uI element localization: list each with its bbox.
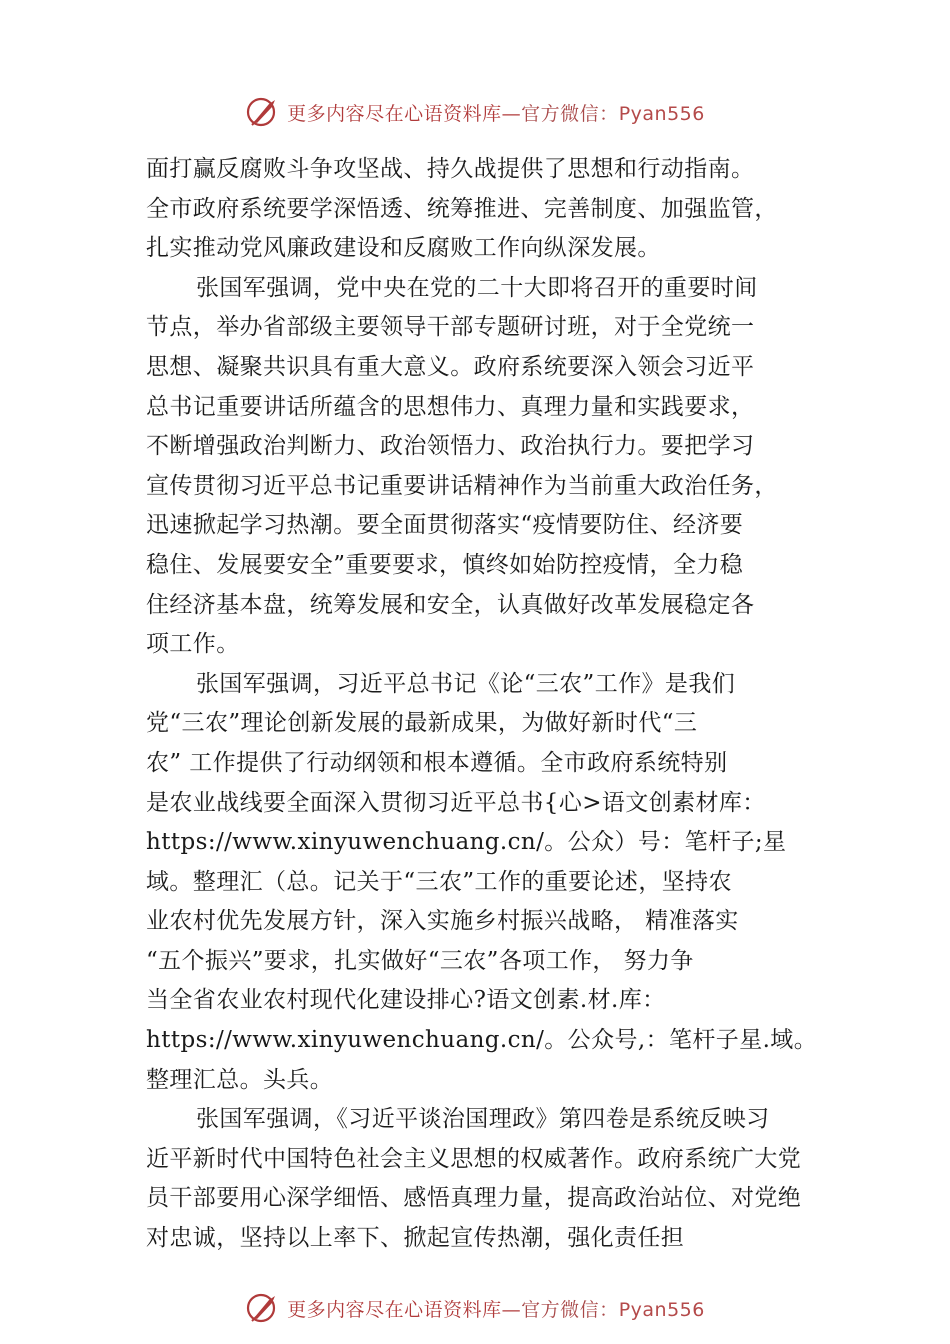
- body-line: https://www.xinyuwenchuang.cn/。公众号,：笔杆子星.域。: [146, 1027, 818, 1054]
- footer-separator: —: [501, 1298, 522, 1321]
- body-line: 项工作。: [146, 631, 240, 658]
- quill-pen-logo-icon: [245, 1290, 281, 1326]
- body-line: 是农业战线要全面深入贯彻习近平总书{心>语文创素材库：: [146, 789, 766, 816]
- footer-wechat-id: Pyan556: [618, 1298, 705, 1321]
- footer-brand: 更多内容尽在心语资料库: [287, 1298, 502, 1321]
- body-line: 农” 工作提供了行动纲领和根本遵循。全市政府系统特别: [146, 749, 728, 776]
- body-line: 对忠诚，坚持以上率下、掀起宣传热潮，强化责任担: [146, 1225, 685, 1252]
- header-separator: —: [501, 102, 522, 125]
- header-wechat-id: Pyan556: [618, 102, 705, 125]
- footer-banner: [0, 1288, 950, 1328]
- body-line: 宣传贯彻习近平总书记重要讲话精神作为当前重大政治任务，: [146, 472, 778, 499]
- body-line: 全市政府系统要学深悟透、统筹推进、完善制度、加强监管，: [146, 195, 778, 222]
- body-line: 扎实推动党风廉政建设和反腐败工作向纵深发展。: [146, 235, 661, 262]
- footer-wechat-label: 官方微信：: [521, 1298, 619, 1321]
- body-line: 党“三农”理论创新发展的最新成果，为做好新时代“三: [146, 710, 698, 737]
- body-line: 节点，举办省部级主要领导干部专题研讨班，对于全党统一: [146, 314, 755, 341]
- header-banner: [0, 92, 950, 132]
- document-body: [146, 150, 836, 1259]
- paragraph-start-line: 张国军强调，《习近平谈治国理政》第四卷是系统反映习: [196, 1106, 770, 1133]
- body-line: 住经济基本盘，统筹发展和安全，认真做好改革发展稳定各: [146, 591, 755, 618]
- body-line: https://www.xinyuwenchuang.cn/。公众）号：笔杆子;星: [146, 829, 787, 856]
- quill-pen-logo-icon: [245, 94, 281, 130]
- body-line: 业农村优先发展方针，深入实施乡村振兴战略， 精准落实: [146, 908, 739, 935]
- footer-text: [287, 1295, 705, 1322]
- body-line: “五个振兴”要求，扎实做好“三农”各项工作， 努力争: [146, 947, 694, 974]
- header-brand: 更多内容尽在心语资料库: [287, 102, 502, 125]
- body-line: 近平新时代中国特色社会主义思想的权威著作。政府系统广大党: [146, 1145, 802, 1172]
- body-line: 当全省农业农村现代化建设排心?语文创素.材.库：: [146, 987, 666, 1014]
- header-text: [287, 99, 705, 126]
- body-line: 域。整理汇（总。记关于“三农”工作的重要论述，坚持农: [146, 868, 732, 895]
- body-line: 整理汇总。头兵。: [146, 1066, 334, 1093]
- paragraph-start-line: 张国军强调，习近平总书记《论“三农”工作》是我们: [196, 670, 736, 697]
- paragraph-start-line: 张国军强调，党中央在党的二十大即将召开的重要时间: [196, 274, 758, 301]
- body-line: 迅速掀起学习热潮。要全面贯彻落实“疫情要防住、经济要: [146, 512, 744, 539]
- body-line: 总书记重要讲话所蕴含的思想伟力、真理力量和实践要求，: [146, 393, 755, 420]
- body-line: 思想、凝聚共识具有重大意义。政府系统要深入领会习近平: [146, 353, 755, 380]
- body-line: 稳住、发展要安全”重要要求，慎终如始防控疫情，全力稳: [146, 551, 744, 578]
- body-line: 员干部要用心深学细悟、感悟真理力量，提高政治站位、对党绝: [146, 1185, 802, 1212]
- header-wechat-label: 官方微信：: [521, 102, 619, 125]
- body-line: 面打赢反腐败斗争攻坚战、持久战提供了思想和行动指南。: [146, 156, 755, 182]
- body-line: 不断增强政治判断力、政治领悟力、政治执行力。要把学习: [146, 433, 755, 460]
